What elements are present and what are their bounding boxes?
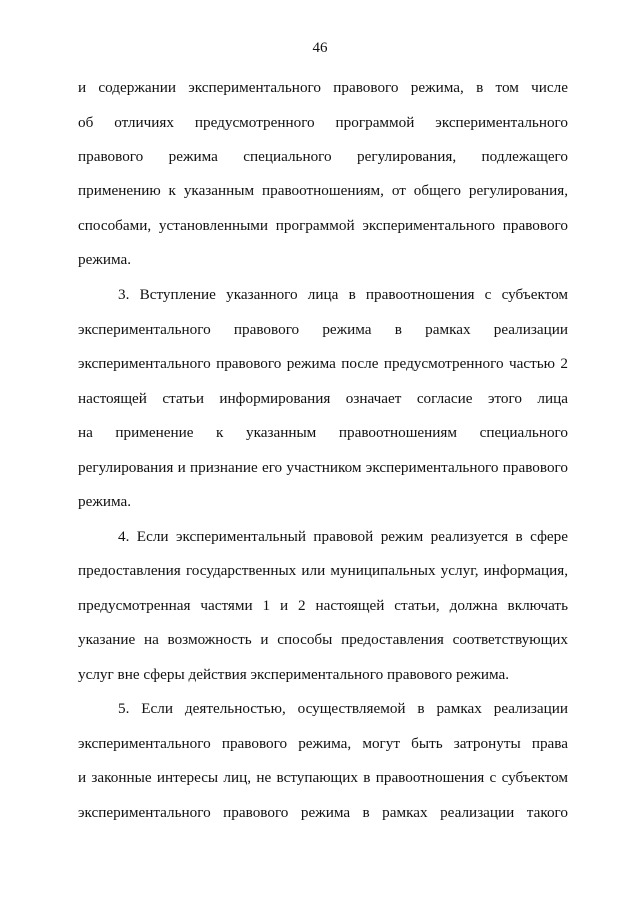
text-line: об отличиях предусмотренного программой экспериментального	[78, 114, 568, 131]
text-line: 4. Если экспериментальный правовой режим реализуется в сфере	[118, 528, 568, 545]
text-line: экспериментального правового режима в рамках реализации такого	[78, 804, 568, 821]
text-line: способами, установленными программой экспериментального правового	[78, 217, 568, 234]
text-line: предусмотренная частями 1 и 2 настоящей статьи, должна включать	[78, 597, 568, 614]
text-line: экспериментального правового режима, могут быть затронуты права	[78, 735, 568, 752]
text-line: услуг вне сферы действия экспериментального правового режима.	[78, 666, 510, 683]
text-line: применению к указанным правоотношениям, от общего регулирования,	[78, 182, 568, 199]
text-line: настоящей статьи информирования означает согласие этого лица	[78, 390, 568, 407]
text-line: экспериментального правового режима после предусмотренного частью 2	[78, 355, 568, 372]
text-line: режима.	[78, 493, 132, 510]
text-line: и законные интересы лиц, не вступающих в правоотношения с субъектом	[78, 769, 568, 786]
text-line: режима.	[78, 251, 132, 268]
text-line: и содержании экспериментального правового режима, в том числе	[78, 79, 568, 96]
page-number: 46	[312, 40, 328, 56]
text-line: 3. Вступление указанного лица в правоотношения с субъектом	[118, 286, 568, 303]
text-line: предоставления государственных или муниципальных услуг, информация,	[78, 562, 568, 579]
text-line: регулирования и признание его участником экспериментального правового	[78, 459, 568, 476]
text-line: 5. Если деятельностью, осуществляемой в рамках реализации	[118, 700, 568, 717]
text-line: на применение к указанным правоотношениям специального	[78, 424, 568, 441]
text-line: указание на возможность и способы предоставления соответствующих	[78, 631, 568, 648]
text-line: экспериментального правового режима в рамках реализации	[78, 321, 568, 338]
text-line: правового режима специального регулирования, подлежащего	[78, 148, 568, 165]
